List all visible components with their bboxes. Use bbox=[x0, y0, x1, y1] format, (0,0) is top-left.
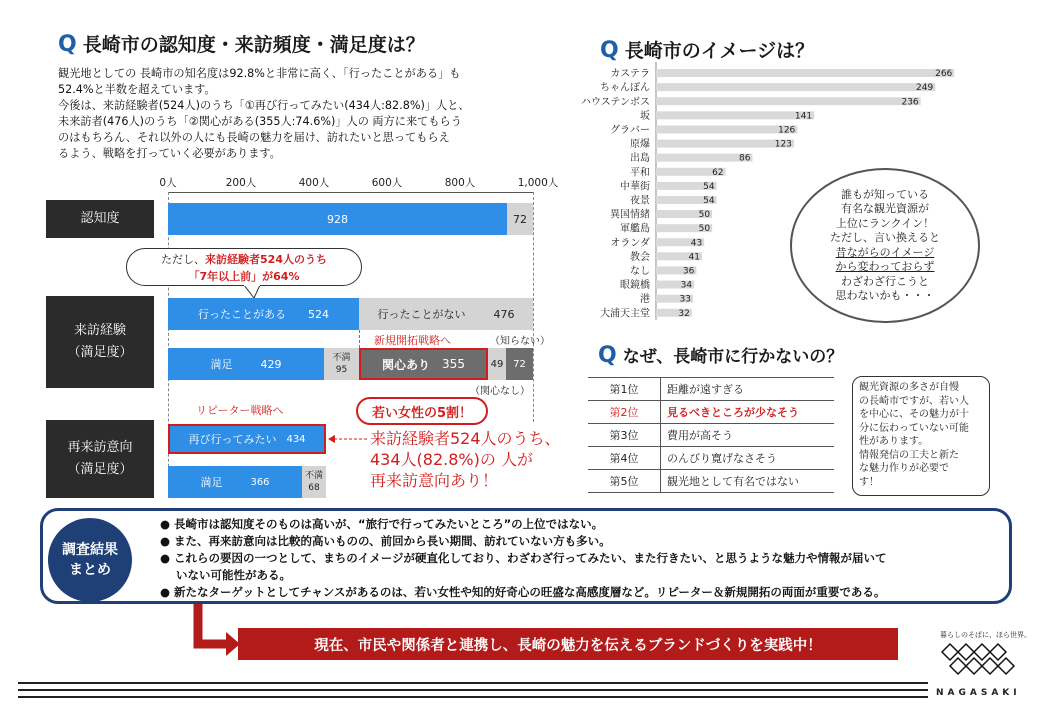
bar-value: 95 bbox=[335, 365, 348, 375]
q-mark: Q bbox=[598, 343, 617, 368]
note-line: 434人(82.8%)の 人が bbox=[370, 450, 533, 469]
bar-value: 72 bbox=[513, 358, 526, 370]
bar-label: 満足 bbox=[210, 358, 233, 371]
axis-tick: 400人 bbox=[298, 177, 330, 189]
banner-arrow bbox=[190, 604, 242, 660]
note-line: 観光資源の多さが自慢 bbox=[859, 382, 959, 393]
reason-note bbox=[852, 376, 990, 496]
data-label: 141 bbox=[794, 111, 813, 122]
axis-tick: 800人 bbox=[444, 177, 476, 189]
category-label: なし bbox=[630, 265, 650, 277]
repeater-strategy-label: リピーター戦略へ bbox=[196, 404, 284, 417]
category-label: カステラ bbox=[610, 68, 650, 80]
note-line: な魅力作りが必要で bbox=[859, 463, 949, 474]
axis-tick: 600人 bbox=[371, 177, 403, 189]
bubble-line: 昔ながらのイメージ bbox=[835, 245, 935, 259]
callout-red: 「7年以上前」が64% bbox=[188, 270, 300, 283]
axis-tick: 200人 bbox=[225, 177, 257, 189]
note-line: の長崎市ですが、若い人 bbox=[859, 395, 969, 407]
bar-not-visited bbox=[359, 298, 533, 330]
label-text: 認知度 bbox=[80, 211, 120, 226]
callout-bubble bbox=[126, 248, 362, 286]
category-label: 夜景 bbox=[630, 195, 650, 207]
category-label: 異国情緒 bbox=[610, 209, 650, 221]
bar-unsatisfied bbox=[324, 348, 359, 380]
right-title bbox=[600, 36, 814, 63]
summary-line: いない可能性がある。 bbox=[176, 568, 291, 582]
bar-label: 不満 bbox=[332, 353, 351, 363]
data-label: 123 bbox=[774, 139, 792, 150]
bar-label: 行ったことがある bbox=[198, 308, 286, 321]
axis-tick: 0人 bbox=[159, 177, 177, 189]
rank-cell: 第3位 bbox=[588, 424, 661, 447]
summary-line: ● 新たなターゲットとしてチャンスがあるのは、若い女性や知的好奇心の旺盛な高感度層など。リピーター＆新規開拓の両面が重要である。 bbox=[160, 585, 886, 599]
badge-text: まとめ bbox=[69, 562, 111, 578]
table-row bbox=[588, 424, 834, 447]
bar-awareness-no bbox=[507, 203, 533, 235]
note-line: 来訪経験者524人のうち、 bbox=[370, 429, 561, 448]
bar-value: 524 bbox=[308, 307, 329, 321]
reason-cell: のんびり寛げなさそう bbox=[661, 447, 835, 470]
bar-awareness-yes bbox=[168, 203, 507, 235]
category-label: グラバー bbox=[610, 124, 650, 136]
callout-red: 来訪経験者524人のうち bbox=[205, 253, 327, 266]
note-line: を中心に、その魅力が十 bbox=[859, 409, 969, 420]
bar-unknown bbox=[506, 348, 533, 380]
badge-text: 調査結果 bbox=[62, 542, 118, 558]
bar-label: 関心あり bbox=[382, 357, 431, 372]
note-line: 分に伝わっていない可能 bbox=[859, 422, 969, 434]
category-label: 眼鏡橋 bbox=[620, 280, 650, 292]
category-label: 大浦天主堂 bbox=[600, 308, 650, 320]
q-mark: Q bbox=[58, 32, 77, 57]
image-bar bbox=[656, 140, 794, 148]
bar-value: 366 bbox=[250, 476, 270, 488]
bubble-line: ただし、言い換えると bbox=[830, 231, 940, 244]
image-bar bbox=[656, 83, 935, 94]
table-row bbox=[588, 447, 834, 470]
no-knowledge-label: （知らない） bbox=[490, 336, 550, 347]
bar-label: 再び行ってみたい bbox=[188, 433, 277, 446]
axis-line bbox=[168, 192, 533, 193]
intro-line: 未来訪者(476人)のうち「②関心がある(355人:74.6%)」人の 両方に来てもらう bbox=[58, 115, 462, 128]
why-title-text: なぜ、長崎市に行かないの？ bbox=[622, 347, 844, 367]
label-text: 来訪経験 bbox=[73, 323, 126, 338]
bar-label: 不満 bbox=[304, 471, 323, 481]
guide-line bbox=[533, 192, 534, 422]
intro-text bbox=[58, 66, 558, 162]
bar-satisfied bbox=[168, 348, 324, 380]
guide-line bbox=[359, 330, 360, 348]
interest-none-label: （関心なし） bbox=[470, 386, 530, 397]
left-title-text: 長崎市の認知度・来訪頻度・満足度は？ bbox=[82, 34, 425, 56]
footer-line bbox=[18, 689, 928, 691]
rank-cell: 第2位 bbox=[588, 401, 661, 424]
bar-value: 434 bbox=[286, 433, 306, 445]
young-women-badge: 若い女性の5割！ bbox=[356, 397, 488, 425]
data-label: 86 bbox=[738, 153, 751, 164]
data-label: 41 bbox=[688, 252, 700, 263]
category-label: 中華街 bbox=[620, 181, 650, 193]
label-text: 再来訪意向 bbox=[67, 440, 133, 455]
category-label: 出島 bbox=[630, 153, 650, 165]
label-revisit bbox=[46, 420, 154, 498]
category-label: オランダ bbox=[610, 237, 650, 249]
rank-cell: 第5位 bbox=[588, 470, 661, 493]
data-label: 36 bbox=[682, 266, 695, 277]
intro-line: のはもちろん、それ以外の人にも長崎の魅力を届け、訪れたいと思ってもらえ bbox=[58, 131, 450, 144]
image-bar bbox=[656, 111, 814, 122]
bubble-line: 誰もが知っている bbox=[841, 187, 929, 201]
label-text: （満足度） bbox=[67, 462, 133, 477]
data-label: 249 bbox=[916, 83, 934, 94]
intro-line: 観光地としての 長崎市の知名度は92.8%と非常に高く、「行ったことがある」も bbox=[58, 67, 461, 80]
brand-banner: 現在、市民や関係者と連携し、長崎の魅力を伝えるブランドづくりを実践中！ bbox=[238, 628, 898, 660]
bubble-line: 思わないかも・・・ bbox=[835, 289, 935, 302]
bar-value: 72 bbox=[513, 212, 527, 226]
label-text: （満足度） bbox=[67, 345, 133, 360]
bar-interested bbox=[359, 348, 488, 380]
bar-value: 49 bbox=[490, 358, 504, 370]
intro-line: 今後は、来訪経験者(524人)のうち「①再び行ってみたい(434人:82.8%)」人と、 bbox=[58, 99, 470, 112]
bar-label: 満足 bbox=[200, 476, 223, 489]
summary-lines bbox=[160, 516, 1000, 601]
q-mark: Q bbox=[600, 38, 619, 63]
rank-cell: 第1位 bbox=[588, 378, 661, 401]
bar-value: 928 bbox=[327, 212, 348, 226]
summary-badge bbox=[48, 518, 132, 602]
bar-value: 429 bbox=[260, 357, 282, 371]
reason-ranking-table bbox=[588, 377, 834, 493]
summary-line: ● これらの要因の一つとして、まちのイメージが硬直化しており、わざわざ行ってみたい、また行きたい、と思うような魅力や情報が届いて bbox=[160, 551, 887, 565]
note-line: 再来訪意向あり！ bbox=[370, 471, 499, 490]
table-row bbox=[588, 378, 834, 401]
bar-value: 68 bbox=[308, 483, 320, 493]
nagasaki-logo-icon bbox=[940, 642, 1020, 676]
bar-visited bbox=[168, 298, 359, 330]
data-label: 33 bbox=[679, 294, 692, 305]
revisit-note bbox=[370, 428, 561, 491]
intro-line: るよう、戦略を打っていく必要があります。 bbox=[58, 147, 281, 160]
bar-value: 355 bbox=[442, 357, 465, 371]
right-title-text: 長崎市のイメージは？ bbox=[624, 40, 815, 62]
summary-line: ● また、再来訪意向は比較的高いものの、前回から長い期間、訪れていない方も多い。 bbox=[160, 534, 611, 548]
note-line: す！ bbox=[859, 476, 879, 488]
bar-value: 476 bbox=[493, 307, 515, 321]
why-title bbox=[598, 342, 843, 368]
image-bubble bbox=[790, 168, 980, 323]
reason-cell: 費用が高そう bbox=[661, 424, 835, 447]
data-label: 236 bbox=[901, 97, 919, 108]
bar-revisit bbox=[168, 424, 326, 454]
left-title bbox=[58, 30, 425, 57]
data-label: 266 bbox=[935, 69, 953, 80]
bubble-line: 上位にランクイン！ bbox=[835, 216, 935, 230]
table-row bbox=[588, 470, 834, 493]
image-bar bbox=[656, 69, 954, 80]
category-label: 教会 bbox=[630, 251, 650, 263]
data-label: 43 bbox=[690, 238, 703, 249]
reason-cell: 距離が遠すぎる bbox=[661, 378, 835, 401]
category-label: 軍艦島 bbox=[620, 223, 650, 235]
image-bar bbox=[656, 154, 752, 162]
callout-tail bbox=[240, 285, 270, 299]
data-label: 62 bbox=[712, 167, 724, 178]
category-label: 坂 bbox=[640, 110, 650, 122]
new-strategy-label: 新規開拓戦略へ bbox=[374, 334, 451, 347]
data-label: 126 bbox=[778, 125, 796, 136]
footer-line bbox=[18, 682, 928, 684]
logo-tagline: 暮らしのそばに、ほら世界。 bbox=[940, 631, 1031, 639]
image-bar bbox=[656, 125, 797, 136]
reason-cell: 見るべきところが少なそう bbox=[661, 401, 835, 424]
category-label: 原爆 bbox=[630, 139, 650, 151]
category-label: ハウステンボス bbox=[581, 96, 650, 108]
data-label: 34 bbox=[680, 280, 693, 291]
bubble-line: から変わっておらず bbox=[835, 260, 935, 273]
data-label: 32 bbox=[678, 308, 690, 319]
image-bar bbox=[656, 97, 921, 108]
label-awareness bbox=[46, 200, 154, 238]
category-label: 平和 bbox=[630, 167, 650, 179]
bar-revisit-unsatisfied bbox=[302, 466, 326, 498]
table-row bbox=[588, 401, 834, 424]
data-label: 50 bbox=[698, 210, 711, 221]
intro-line: 52.4%と半数を超えています。 bbox=[58, 83, 216, 96]
bubble-line: わざわざ行こうと bbox=[841, 274, 929, 288]
footer-line bbox=[18, 696, 928, 698]
callout-text: ただし、 bbox=[161, 253, 206, 266]
rank-cell: 第4位 bbox=[588, 447, 661, 470]
bar-revisit-satisfied bbox=[168, 466, 302, 498]
category-label: ちゃんぽん bbox=[600, 82, 650, 94]
arrow-to-note bbox=[328, 433, 368, 445]
axis-tick: 1,000人 bbox=[517, 177, 559, 189]
category-label: 港 bbox=[640, 294, 650, 306]
note-line: 性があります。 bbox=[859, 436, 929, 447]
summary-line: ● 長崎市は認知度そのものは高いが、“旅行で行ってみたいところ”の上位ではない。 bbox=[160, 517, 604, 531]
data-label: 54 bbox=[703, 195, 715, 206]
bubble-line: 有名な観光資源が bbox=[841, 202, 929, 215]
label-visit bbox=[46, 296, 154, 388]
data-label: 50 bbox=[698, 224, 711, 235]
bar-label: 行ったことがない bbox=[377, 308, 466, 321]
note-line: 情報発信の工夫と新た bbox=[859, 449, 959, 461]
reason-cell: 観光地として有名ではない bbox=[661, 470, 835, 493]
logo-name: NAGASAKI bbox=[936, 688, 1021, 698]
bar-no-interest bbox=[488, 348, 506, 380]
data-label: 54 bbox=[703, 181, 715, 192]
